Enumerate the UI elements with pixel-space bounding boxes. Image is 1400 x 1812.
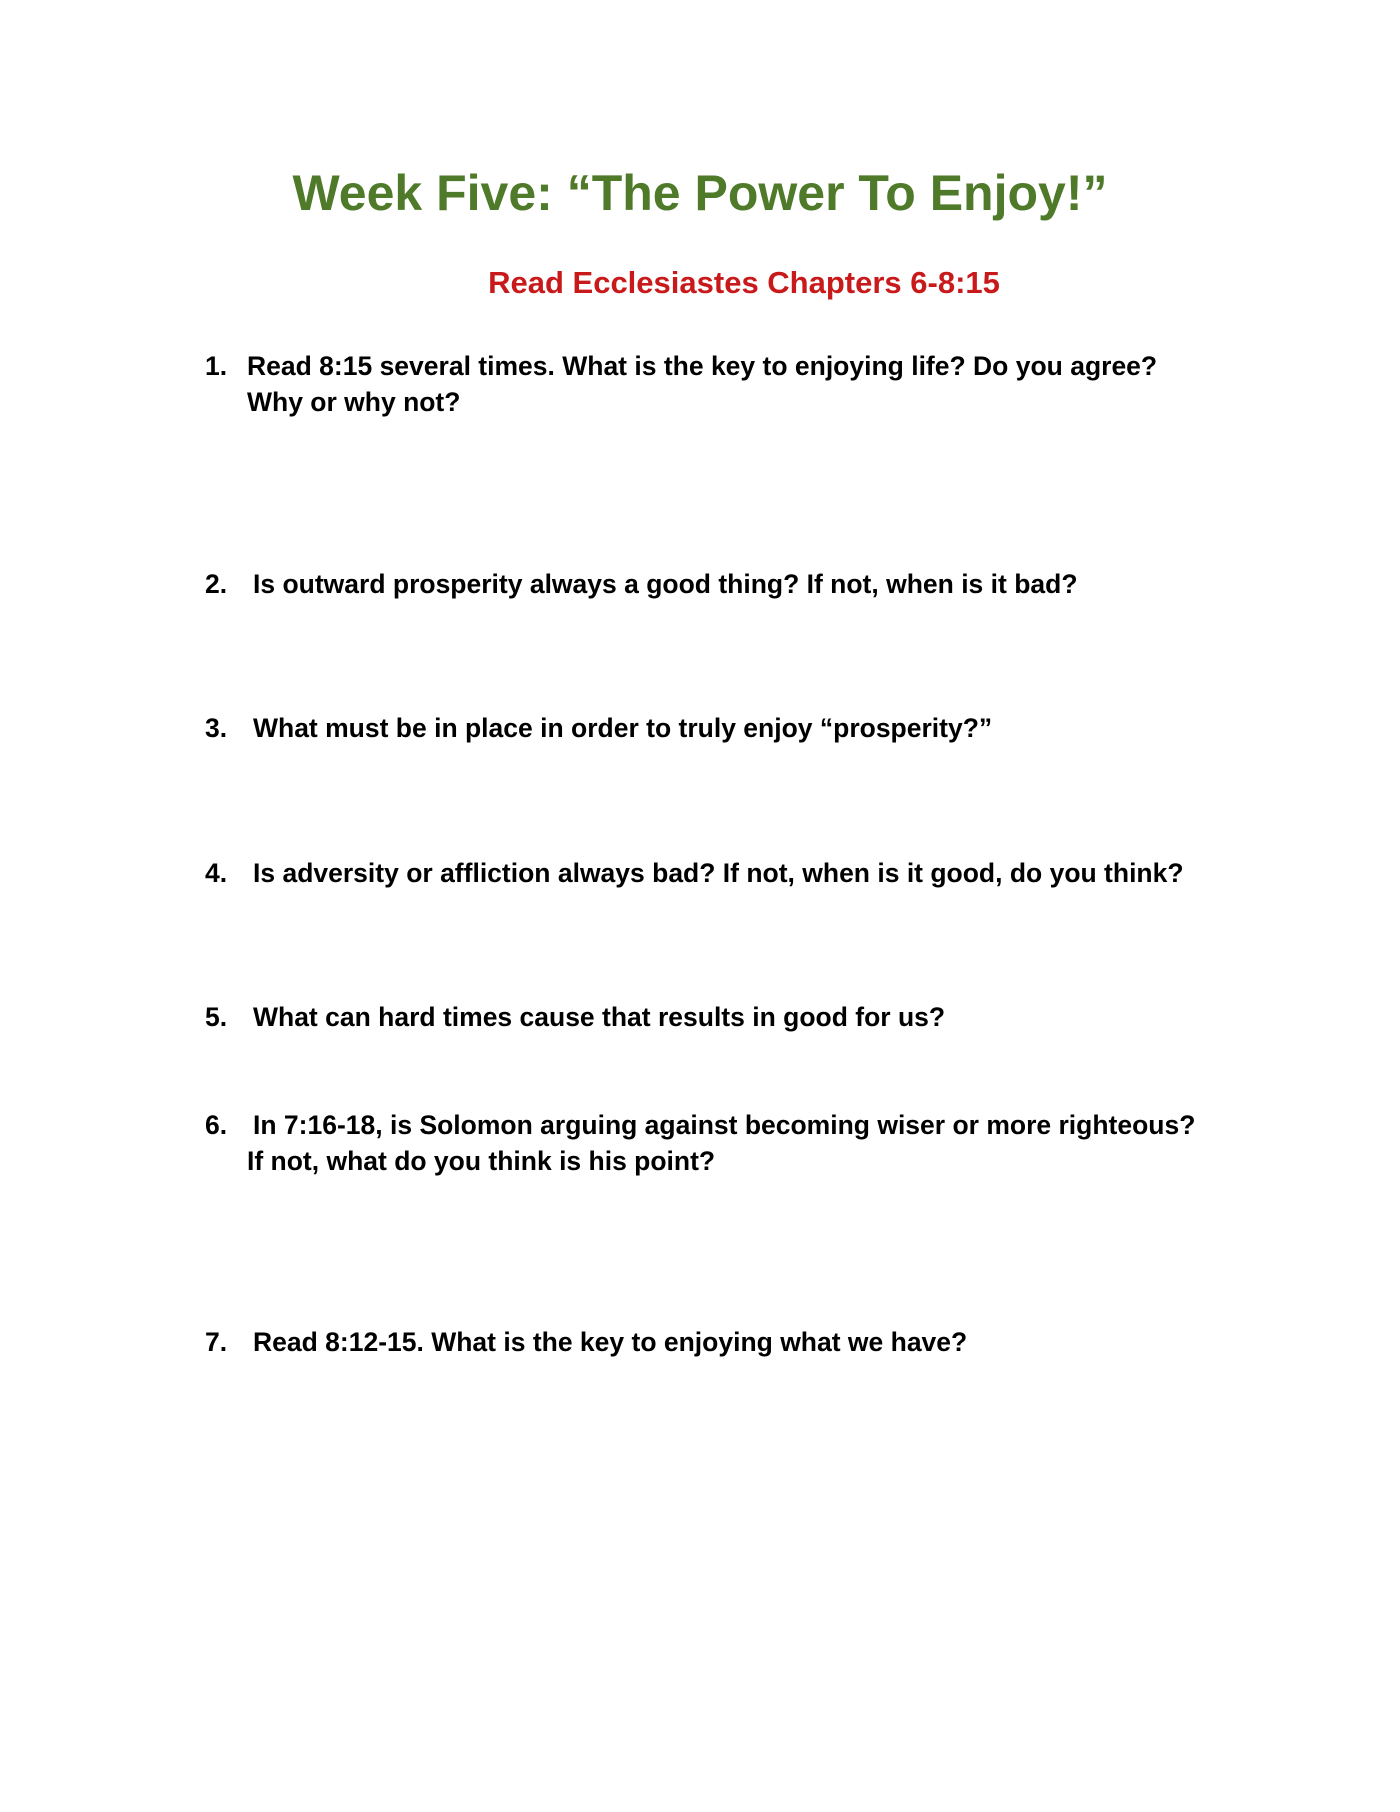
question-3 [205,710,1245,746]
question-text-line-2: Why or why not? [247,387,461,417]
question-text-line-1: Read 8:15 several times. What is the key to enjoying life? Do you agree? [247,351,1158,381]
question-text-line-2: If not, what do you think is his point? [247,1146,716,1176]
question-text-line-1: In 7:16-18, is Solomon arguing against becoming wiser or more righteous? [253,1110,1196,1140]
question-text-line-1: What can hard times cause that results in good for us? [253,1002,946,1032]
question-1 [205,348,1245,420]
question-text-line-1: What must be in place in order to truly enjoy “prosperity?” [253,713,993,743]
question-2 [205,566,1245,602]
question-number: 1. [205,351,228,381]
question-5 [205,999,1245,1035]
question-text-line-1: Read 8:12-15. What is the key to enjoying what we have? [253,1327,968,1357]
question-6 [205,1107,1245,1179]
reading-assignment: Read Ecclesiastes Chapters 6-8:15 [488,265,1000,300]
question-number: 4. [205,858,228,888]
question-number: 2. [205,569,228,599]
question-text-line-1: Is adversity or affliction always bad? If not, when is it good, do you think? [253,858,1184,888]
question-number: 7. [205,1327,228,1357]
question-number: 3. [205,713,228,743]
question-number: 5. [205,1002,228,1032]
page-title: Week Five: “The Power To Enjoy!” [292,165,1108,221]
question-4 [205,855,1245,891]
question-text-line-1: Is outward prosperity always a good thing? If not, when is it bad? [253,569,1078,599]
question-7 [205,1324,1245,1360]
question-number: 6. [205,1110,228,1140]
